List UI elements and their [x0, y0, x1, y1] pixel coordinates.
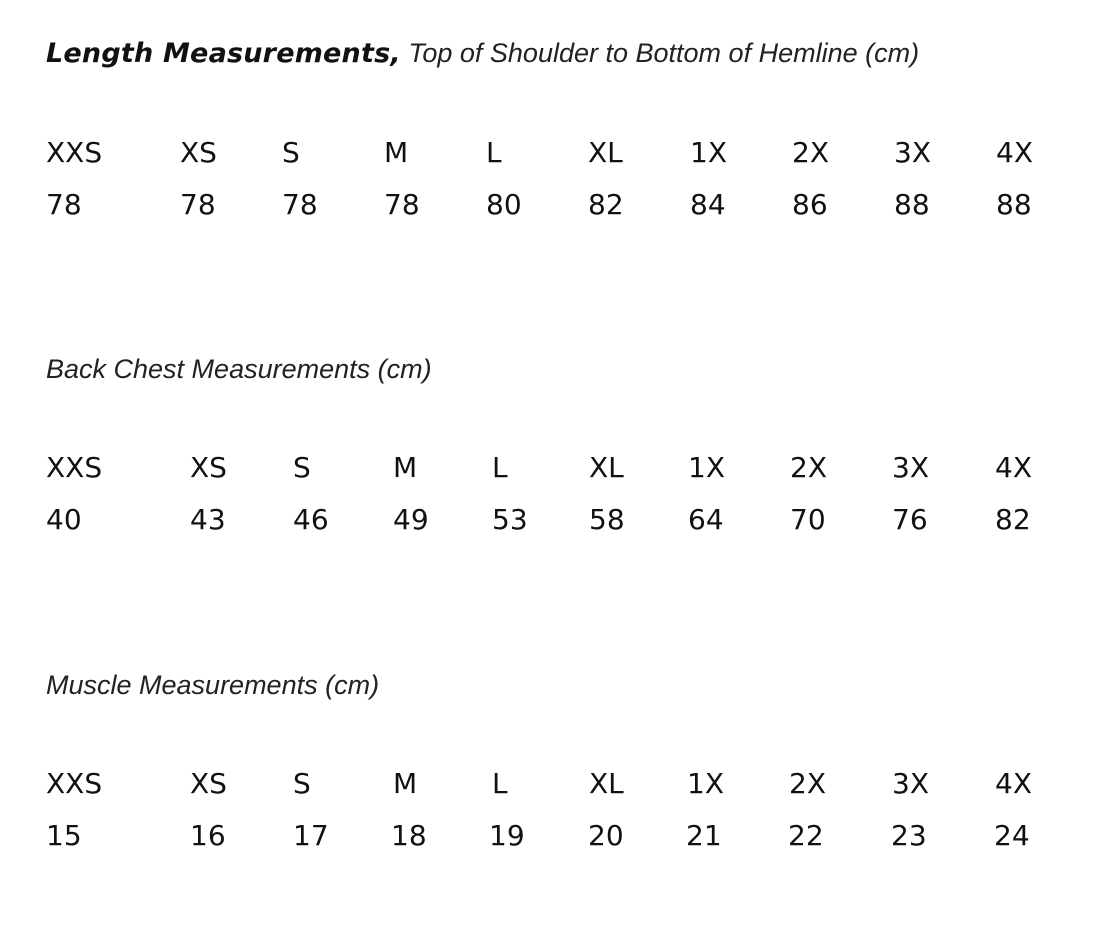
length-value: 80: [486, 188, 522, 221]
length-value: 86: [792, 188, 828, 221]
muscle-size-label: M: [393, 767, 418, 800]
length-value: 78: [46, 188, 82, 221]
muscle-size-label: L: [492, 767, 508, 800]
muscle-value: 21: [686, 819, 722, 852]
muscle-size-label: XXS: [46, 767, 103, 800]
back-chest-value: 58: [589, 503, 625, 536]
muscle-value: 17: [293, 819, 329, 852]
length-value: 88: [996, 188, 1032, 221]
back-chest-value: 40: [46, 503, 82, 536]
muscle-value: 20: [588, 819, 624, 852]
muscle-value-row: [46, 819, 1066, 853]
back-chest-value: 46: [293, 503, 329, 536]
length-size-label: M: [384, 136, 409, 169]
muscle-value: 16: [190, 819, 226, 852]
length-value: 78: [282, 188, 318, 221]
back-chest-size-label: XL: [589, 451, 624, 484]
length-size-label: 1X: [690, 136, 727, 169]
muscle-size-label: 4X: [995, 767, 1032, 800]
back-chest-value: 49: [393, 503, 429, 536]
muscle-size-label: XS: [190, 767, 227, 800]
length-heading-rest: Top of Shoulder to Bottom of Hemline (cm): [408, 38, 920, 68]
muscle-value: 18: [391, 819, 427, 852]
back-chest-value: 64: [688, 503, 724, 536]
length-heading: [46, 38, 919, 69]
muscle-size-label: 3X: [892, 767, 929, 800]
length-size-label: XXS: [46, 136, 103, 169]
muscle-value: 19: [489, 819, 525, 852]
length-value-row: [46, 188, 1066, 222]
length-size-label: XL: [588, 136, 623, 169]
back-chest-value: 76: [892, 503, 928, 536]
muscle-size-label: 2X: [789, 767, 826, 800]
muscle-size-label: 1X: [687, 767, 724, 800]
length-heading-bold: Length Measurements,: [46, 38, 401, 69]
length-value: 88: [894, 188, 930, 221]
back-chest-heading: Back Chest Measurements (cm): [46, 354, 432, 384]
muscle-value: 22: [788, 819, 824, 852]
length-size-label: 4X: [996, 136, 1033, 169]
back-chest-value-row: [46, 503, 1066, 537]
muscle-value: 15: [46, 819, 82, 852]
length-size-label: L: [486, 136, 502, 169]
length-value: 78: [384, 188, 420, 221]
length-value: 84: [690, 188, 726, 221]
back-chest-size-label: L: [492, 451, 508, 484]
back-chest-size-row: [46, 451, 1066, 485]
back-chest-size-label: XXS: [46, 451, 103, 484]
back-chest-size-label: M: [393, 451, 418, 484]
back-chest-size-label: S: [293, 451, 311, 484]
muscle-value: 24: [994, 819, 1030, 852]
muscle-size-label: S: [293, 767, 311, 800]
length-value: 82: [588, 188, 624, 221]
back-chest-size-label: 3X: [892, 451, 929, 484]
muscle-value: 23: [891, 819, 927, 852]
length-size-label: 3X: [894, 136, 931, 169]
length-value: 78: [180, 188, 216, 221]
length-size-label: XS: [180, 136, 217, 169]
length-size-row: [46, 136, 1066, 170]
muscle-size-label: XL: [589, 767, 624, 800]
back-chest-size-label: 4X: [995, 451, 1032, 484]
back-chest-size-label: 1X: [688, 451, 725, 484]
length-size-label: 2X: [792, 136, 829, 169]
muscle-size-row: [46, 767, 1066, 801]
length-size-label: S: [282, 136, 300, 169]
back-chest-value: 43: [190, 503, 226, 536]
back-chest-value: 82: [995, 503, 1031, 536]
back-chest-value: 70: [790, 503, 826, 536]
back-chest-value: 53: [492, 503, 528, 536]
muscle-heading: Muscle Measurements (cm): [46, 670, 380, 700]
back-chest-size-label: 2X: [790, 451, 827, 484]
back-chest-size-label: XS: [190, 451, 227, 484]
